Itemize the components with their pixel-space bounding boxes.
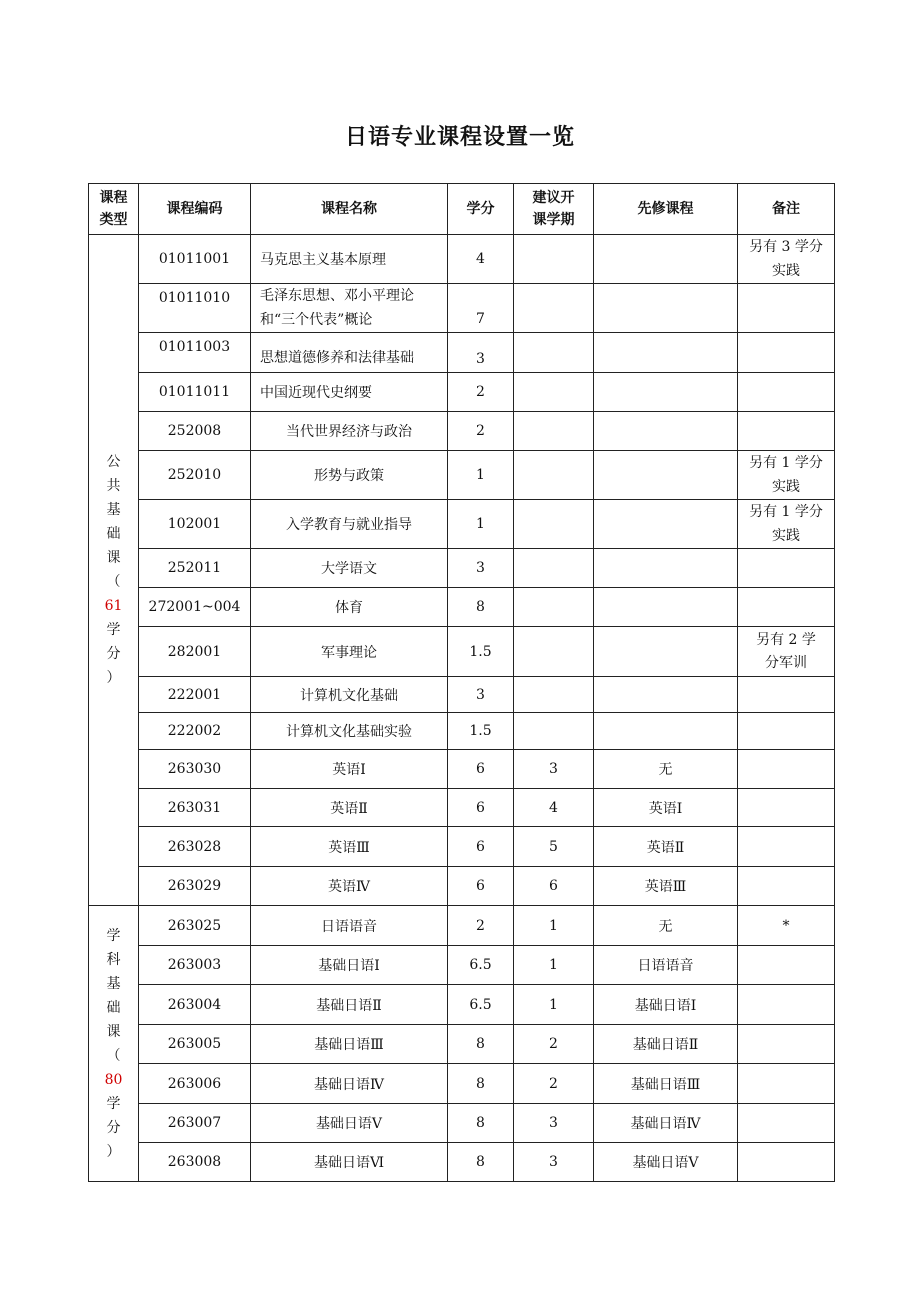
course-credit: 8 bbox=[448, 1025, 514, 1064]
category-char: 础 bbox=[106, 999, 121, 1016]
course-code: 252011 bbox=[139, 549, 251, 588]
course-name: 基础日语Ⅱ bbox=[251, 985, 448, 1025]
table-row bbox=[89, 1104, 835, 1143]
course-credit: 2 bbox=[448, 373, 514, 412]
course-term bbox=[514, 333, 594, 373]
table-row bbox=[89, 500, 835, 549]
course-note bbox=[738, 946, 835, 985]
header-row bbox=[89, 184, 835, 235]
course-name: 马克思主义基本原理 bbox=[251, 235, 448, 284]
course-term bbox=[514, 549, 594, 588]
course-code: 263003 bbox=[139, 946, 251, 985]
course-note bbox=[738, 1143, 835, 1182]
course-code: 01011001 bbox=[139, 235, 251, 284]
course-note-line: 另有 1 学分 bbox=[749, 455, 823, 471]
category-char: 科 bbox=[106, 951, 121, 968]
course-note-line: 实践 bbox=[772, 263, 800, 279]
course-note-line: 实践 bbox=[772, 528, 800, 544]
table-row bbox=[89, 713, 835, 750]
course-name: 军事理论 bbox=[251, 627, 448, 677]
course-note bbox=[738, 373, 835, 412]
course-code: 263007 bbox=[139, 1104, 251, 1143]
table-row bbox=[89, 1025, 835, 1064]
course-code: 222002 bbox=[139, 713, 251, 750]
course-code: 01011010 bbox=[139, 284, 251, 333]
course-term bbox=[514, 677, 594, 713]
course-term bbox=[514, 588, 594, 627]
course-code: 282001 bbox=[139, 627, 251, 677]
course-credit: 6.5 bbox=[448, 946, 514, 985]
course-prereq bbox=[594, 373, 738, 412]
course-term bbox=[514, 412, 594, 451]
category-char: ） bbox=[106, 1143, 121, 1160]
course-name: 体育 bbox=[251, 588, 448, 627]
table-row bbox=[89, 373, 835, 412]
header-code: 课程编码 bbox=[139, 184, 251, 235]
table-row bbox=[89, 451, 835, 500]
table-row bbox=[89, 588, 835, 627]
course-credit: 6 bbox=[448, 867, 514, 906]
course-credit: 8 bbox=[448, 1064, 514, 1104]
course-prereq: 英语Ⅲ bbox=[594, 867, 738, 906]
course-prereq: 基础日语Ⅲ bbox=[594, 1064, 738, 1104]
course-term bbox=[514, 373, 594, 412]
course-note-line: 实践 bbox=[772, 479, 800, 495]
course-prereq bbox=[594, 713, 738, 750]
course-prereq: 日语语音 bbox=[594, 946, 738, 985]
course-prereq bbox=[594, 451, 738, 500]
course-name: 基础日语Ⅵ bbox=[251, 1143, 448, 1182]
course-code: 263005 bbox=[139, 1025, 251, 1064]
course-note bbox=[738, 333, 835, 373]
course-note-line: 另有 1 学分 bbox=[749, 504, 823, 520]
course-note bbox=[738, 235, 835, 284]
course-name: 英语Ⅳ bbox=[251, 867, 448, 906]
course-note bbox=[738, 750, 835, 789]
course-term: 1 bbox=[514, 906, 594, 946]
course-name bbox=[251, 284, 448, 333]
course-code: 252010 bbox=[139, 451, 251, 500]
course-note bbox=[738, 451, 835, 500]
course-note bbox=[738, 1025, 835, 1064]
course-prereq: 英语Ⅱ bbox=[594, 827, 738, 867]
category-basic bbox=[89, 906, 139, 1182]
course-term: 1 bbox=[514, 946, 594, 985]
course-prereq: 英语Ⅰ bbox=[594, 789, 738, 827]
course-prereq bbox=[594, 549, 738, 588]
table-row bbox=[89, 1143, 835, 1182]
course-code: 263030 bbox=[139, 750, 251, 789]
category-char: 学 bbox=[106, 622, 121, 638]
course-term: 3 bbox=[514, 750, 594, 789]
course-code: 263006 bbox=[139, 1064, 251, 1104]
course-name: 中国近现代史纲要 bbox=[251, 373, 448, 412]
category-char: 学 bbox=[106, 1095, 121, 1112]
course-credit: 3 bbox=[448, 549, 514, 588]
course-term: 4 bbox=[514, 789, 594, 827]
header-term: 建议开 课学期 bbox=[514, 184, 594, 235]
page-title: 日语专业课程设置一览 bbox=[344, 125, 575, 150]
course-credit: 7 bbox=[448, 284, 514, 333]
category-char: 分 bbox=[106, 646, 121, 662]
table-row bbox=[89, 1064, 835, 1104]
table-row bbox=[89, 827, 835, 867]
course-prereq bbox=[594, 333, 738, 373]
course-note-line: 分军训 bbox=[765, 654, 807, 671]
category-char: 公 bbox=[106, 454, 121, 470]
table-row bbox=[89, 235, 835, 284]
course-note bbox=[738, 677, 835, 713]
header-type: 课程 类型 bbox=[89, 184, 139, 235]
course-prereq: 无 bbox=[594, 750, 738, 789]
course-credit: 2 bbox=[448, 906, 514, 946]
course-credit: 1.5 bbox=[448, 713, 514, 750]
course-term bbox=[514, 284, 594, 333]
table-row bbox=[89, 677, 835, 713]
course-name: 日语语音 bbox=[251, 906, 448, 946]
category-public bbox=[89, 235, 139, 906]
table-row bbox=[89, 284, 835, 333]
category-char: 分 bbox=[106, 1119, 121, 1136]
course-term: 6 bbox=[514, 867, 594, 906]
course-name-line: 毛泽东思想、邓小平理论 bbox=[260, 288, 414, 304]
course-name: 英语Ⅱ bbox=[251, 789, 448, 827]
course-note bbox=[738, 789, 835, 827]
header-name: 课程名称 bbox=[251, 184, 448, 235]
course-credit: 1 bbox=[448, 500, 514, 549]
category-char: 础 bbox=[106, 526, 121, 542]
course-note bbox=[738, 1104, 835, 1143]
course-term: 2 bbox=[514, 1064, 594, 1104]
course-code: 252008 bbox=[139, 412, 251, 451]
course-credit: 1 bbox=[448, 451, 514, 500]
table-body bbox=[89, 235, 835, 1182]
course-term bbox=[514, 235, 594, 284]
header-note: 备注 bbox=[738, 184, 835, 235]
category-char: 基 bbox=[106, 502, 121, 518]
course-note bbox=[738, 549, 835, 588]
course-note bbox=[738, 713, 835, 750]
header-credit: 学分 bbox=[448, 184, 514, 235]
course-code: 01011003 bbox=[139, 333, 251, 373]
category-char: （ bbox=[106, 1047, 121, 1064]
course-credit: 1.5 bbox=[448, 627, 514, 677]
table-row bbox=[89, 412, 835, 451]
course-code: 263025 bbox=[139, 906, 251, 946]
course-prereq bbox=[594, 677, 738, 713]
course-name: 计算机文化基础实验 bbox=[251, 713, 448, 750]
course-prereq bbox=[594, 500, 738, 549]
table-row bbox=[89, 549, 835, 588]
course-credit: 3 bbox=[448, 677, 514, 713]
category-char: 学 bbox=[106, 927, 121, 944]
category-char: 共 bbox=[106, 478, 121, 494]
course-credit: 8 bbox=[448, 588, 514, 627]
category-char: ） bbox=[106, 670, 121, 686]
course-note bbox=[738, 588, 835, 627]
course-name: 基础日语Ⅳ bbox=[251, 1064, 448, 1104]
category-credits: 80 bbox=[104, 1071, 123, 1088]
course-note-line: 另有 3 学分 bbox=[749, 239, 823, 255]
course-note bbox=[738, 827, 835, 867]
course-note bbox=[738, 627, 835, 677]
table-row bbox=[89, 985, 835, 1025]
table-row bbox=[89, 867, 835, 906]
table-row bbox=[89, 333, 835, 373]
course-term bbox=[514, 713, 594, 750]
course-name-line: 和“三个代表”概论 bbox=[260, 312, 373, 328]
course-credit: 6 bbox=[448, 789, 514, 827]
course-table bbox=[88, 183, 835, 1182]
course-code: 263008 bbox=[139, 1143, 251, 1182]
course-name: 计算机文化基础 bbox=[251, 677, 448, 713]
course-credit: 8 bbox=[448, 1104, 514, 1143]
course-prereq: 基础日语Ⅰ bbox=[594, 985, 738, 1025]
course-name: 思想道德修养和法律基础 bbox=[251, 333, 448, 373]
course-code: 272001~004 bbox=[139, 588, 251, 627]
course-term bbox=[514, 500, 594, 549]
course-term: 3 bbox=[514, 1104, 594, 1143]
course-prereq: 无 bbox=[594, 906, 738, 946]
course-credit: 4 bbox=[448, 235, 514, 284]
table-row bbox=[89, 946, 835, 985]
course-prereq: 基础日语Ⅳ bbox=[594, 1104, 738, 1143]
course-code: 263031 bbox=[139, 789, 251, 827]
course-note bbox=[738, 284, 835, 333]
table-row bbox=[89, 906, 835, 946]
category-char: 基 bbox=[106, 975, 121, 992]
course-name: 基础日语Ⅰ bbox=[251, 946, 448, 985]
course-code: 263028 bbox=[139, 827, 251, 867]
course-name: 形势与政策 bbox=[251, 451, 448, 500]
course-code: 01011011 bbox=[139, 373, 251, 412]
course-name: 入学教育与就业指导 bbox=[251, 500, 448, 549]
course-term: 2 bbox=[514, 1025, 594, 1064]
course-term: 1 bbox=[514, 985, 594, 1025]
course-name: 大学语文 bbox=[251, 549, 448, 588]
course-prereq bbox=[594, 284, 738, 333]
course-credit: 3 bbox=[448, 333, 514, 373]
course-credit: 8 bbox=[448, 1143, 514, 1182]
course-code: 102001 bbox=[139, 500, 251, 549]
course-prereq: 基础日语Ⅱ bbox=[594, 1025, 738, 1064]
table-row bbox=[89, 789, 835, 827]
course-note bbox=[738, 500, 835, 549]
course-name: 基础日语Ⅴ bbox=[251, 1104, 448, 1143]
course-prereq bbox=[594, 588, 738, 627]
category-char: （ bbox=[106, 574, 121, 590]
course-prereq: 基础日语Ⅴ bbox=[594, 1143, 738, 1182]
category-char: 课 bbox=[106, 1023, 121, 1040]
course-credit: 6 bbox=[448, 827, 514, 867]
course-name: 基础日语Ⅲ bbox=[251, 1025, 448, 1064]
course-note bbox=[738, 906, 835, 946]
course-credit: 6.5 bbox=[448, 985, 514, 1025]
course-term: 5 bbox=[514, 827, 594, 867]
course-prereq bbox=[594, 235, 738, 284]
course-note bbox=[738, 985, 835, 1025]
course-prereq bbox=[594, 412, 738, 451]
course-name: 英语Ⅰ bbox=[251, 750, 448, 789]
course-note-line: 另有 2 学 bbox=[756, 631, 816, 648]
course-term bbox=[514, 451, 594, 500]
course-credit: 2 bbox=[448, 412, 514, 451]
course-note bbox=[738, 412, 835, 451]
category-char: 课 bbox=[106, 550, 121, 566]
course-term: 3 bbox=[514, 1143, 594, 1182]
course-note-line: * bbox=[782, 917, 790, 934]
course-code: 222001 bbox=[139, 677, 251, 713]
table-row bbox=[89, 750, 835, 789]
course-prereq bbox=[594, 627, 738, 677]
course-code: 263004 bbox=[139, 985, 251, 1025]
category-credits: 61 bbox=[104, 598, 123, 614]
course-note bbox=[738, 867, 835, 906]
course-code: 263029 bbox=[139, 867, 251, 906]
course-name: 当代世界经济与政治 bbox=[251, 412, 448, 451]
course-credit: 6 bbox=[448, 750, 514, 789]
course-term bbox=[514, 627, 594, 677]
table-row bbox=[89, 627, 835, 677]
course-name: 英语Ⅲ bbox=[251, 827, 448, 867]
header-prereq: 先修课程 bbox=[594, 184, 738, 235]
course-note bbox=[738, 1064, 835, 1104]
